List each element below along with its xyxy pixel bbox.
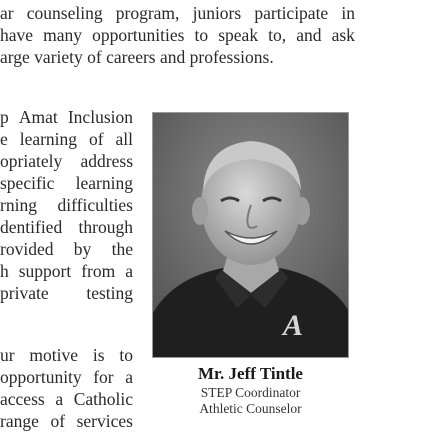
body-text-line	[0, 24, 355, 46]
text-word: h	[0, 261, 9, 281]
body-text-line	[0, 410, 133, 432]
text-word: for	[93, 367, 114, 387]
caption-title-1: STEP Coordinator	[200, 385, 301, 400]
caption-name: Mr. Jeff Tintle	[198, 364, 303, 383]
text-word: ar	[0, 3, 14, 23]
body-text-line	[0, 194, 133, 216]
text-word: motive	[29, 345, 79, 365]
text-word: is	[92, 345, 105, 365]
text-word: speak	[218, 25, 259, 45]
text-word: Inclusion	[67, 107, 133, 127]
text-word: participate	[254, 3, 329, 23]
text-word: counseling	[26, 3, 103, 23]
text-word: opportunities	[92, 25, 185, 45]
text-word: e	[0, 129, 8, 149]
text-word: a	[55, 389, 64, 409]
text-word: address	[80, 151, 133, 171]
shirt-logo-letter: A	[283, 309, 304, 342]
text-word: opportunity	[0, 367, 82, 387]
text-word: range	[0, 411, 39, 431]
text-word: have	[0, 25, 34, 45]
text-word: learning	[75, 173, 133, 193]
text-word: a	[125, 367, 133, 387]
text-word: many	[43, 25, 83, 45]
portrait-illustration	[153, 113, 349, 358]
text-word: by	[73, 239, 92, 259]
text-word: rning	[0, 195, 37, 215]
body-text-line	[0, 388, 133, 410]
body-text-line	[0, 216, 133, 238]
body-text-line	[0, 282, 133, 304]
text-word: specific	[0, 173, 55, 193]
portrait-photo	[152, 112, 349, 358]
body-text-line	[0, 150, 133, 172]
body-text-line	[0, 238, 133, 260]
text-word: difficulties	[57, 195, 133, 215]
text-word: services	[76, 411, 133, 431]
text-word: Catholic	[73, 389, 133, 409]
text-word: a	[125, 261, 133, 281]
text-word: learning	[19, 129, 78, 149]
body-text-line	[0, 344, 133, 366]
caption-title-2: Athletic Counselor	[199, 401, 302, 416]
body-text-line	[0, 128, 133, 150]
body-text-line	[0, 106, 133, 128]
text-word: to	[119, 345, 133, 365]
body-text-line	[0, 172, 133, 194]
text-word: private	[0, 283, 49, 303]
body-text-line	[0, 2, 355, 24]
text-word: of	[88, 129, 104, 149]
text-word: access	[0, 389, 45, 409]
ear-left	[192, 197, 208, 225]
text-word: juniors	[192, 3, 242, 23]
ear-right	[294, 197, 310, 225]
text-word: ask	[331, 25, 355, 45]
text-word: ur	[0, 345, 15, 365]
text-word: from	[81, 261, 116, 281]
text-word: dentified	[0, 217, 63, 237]
text-word: rovided	[0, 239, 54, 259]
text-word: all	[115, 129, 133, 149]
body-text-line	[0, 366, 133, 388]
text-word: p	[0, 107, 9, 127]
text-run: arge variety of careers and professions.	[0, 47, 274, 67]
text-word: testing	[86, 283, 133, 303]
text-word: program,	[115, 3, 180, 23]
text-word: the	[111, 239, 133, 259]
text-word: opriately	[0, 151, 63, 171]
text-word: to,	[268, 25, 287, 45]
body-text-line	[0, 46, 355, 68]
text-word: Amat	[18, 107, 58, 127]
text-word: and	[296, 25, 322, 45]
text-word: support	[18, 261, 72, 281]
body-text-line	[0, 260, 133, 282]
text-word: in	[341, 3, 355, 23]
text-word: through	[78, 217, 133, 237]
text-word: to	[194, 25, 209, 45]
text-word: of	[50, 411, 66, 431]
